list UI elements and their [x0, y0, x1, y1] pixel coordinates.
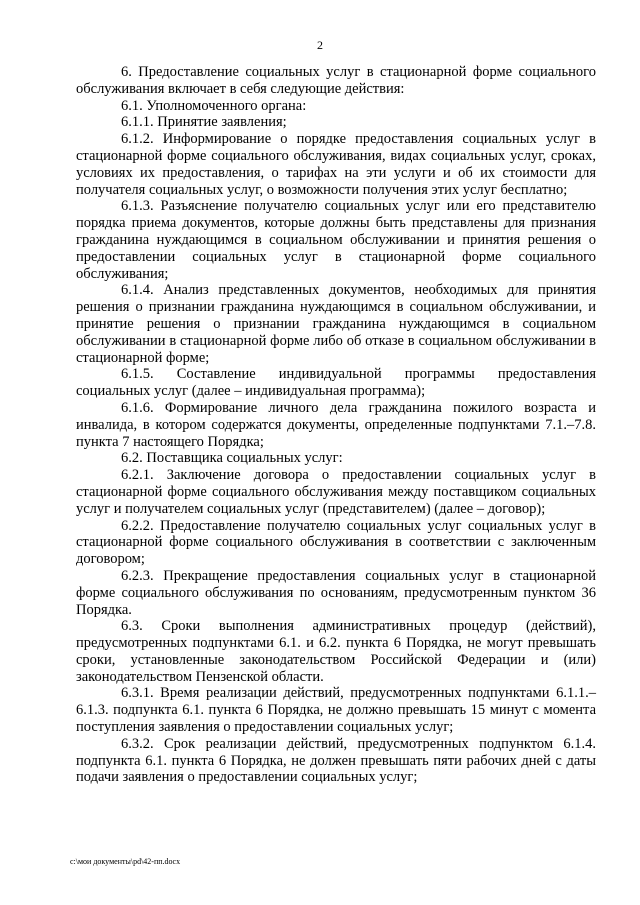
- paragraph-6-1-5: 6.1.5. Составление индивидуальной программы предоставления социальных услуг (далее – индивидуальная программа);: [76, 366, 596, 400]
- document-body: [76, 64, 596, 786]
- paragraph-6-3-1: 6.3.1. Время реализации действий, предусмотренных подпунктами 6.1.1.– 6.1.3. подпункта 6.1. пункта 6 Порядка, не должно превышать 15 минут с момента поступления заявления о предоставлении социальных услуг;: [76, 685, 596, 736]
- paragraph-6-1-4: 6.1.4. Анализ представленных документов, необходимых для принятия решения о признании гражданина нуждающимся в социальном обслуживании, и принятие решения о признании гражданина нуждающимся в социальном обслуживании в стационарной форме либо об отказе в социальном обслуживании в стационарной форме;: [76, 282, 596, 366]
- paragraph-6-3-2: 6.3.2. Срок реализации действий, предусмотренных подпунктом 6.1.4. подпункта 6.1. пункта 6 Порядка, не должен превышать пяти рабочих дней с даты подачи заявления о предоставлении социальных услуг;: [76, 735, 596, 786]
- footer-file-path: c:\мои документы\pd\42-пп.docx: [70, 857, 181, 866]
- paragraph-6-1: 6.1. Уполномоченного органа:: [121, 97, 307, 114]
- paragraph-6-1-2: 6.1.2. Информирование о порядке предоставления социальных услуг в стационарной форме социального обслуживания, видах социальных услуг, сроках, условиях их предоставления, о тарифах на эти услуги и об их стоимости для получателя социальных услуг, о возможности получения этих услуг бесплатно;: [76, 131, 596, 198]
- paragraph-6-2-2: 6.2.2. Предоставление получателю социальных услуг социальных услуг в стационарной форме социального обслуживания в соответствии с заключенным договором;: [76, 517, 596, 568]
- paragraph-6-3: 6.3. Сроки выполнения административных процедур (действий), предусмотренных подпунктами 6.1. и 6.2. пункта 6 Порядка, не могут превышать сроки, установленные законодательством Российской Федерации и (или) законодательством Пензенской области.: [76, 618, 596, 685]
- paragraph-6-2: 6.2. Поставщика социальных услуг:: [121, 450, 343, 467]
- paragraph-6-2-1: 6.2.1. Заключение договора о предоставлении социальных услуг в стационарной форме социального обслуживания между поставщиком социальных услуг и получателем социальных услуг (представителем) (далее – договор);: [76, 467, 596, 517]
- page-number: 2: [317, 38, 323, 52]
- paragraph-6-1-3: 6.1.3. Разъяснение получателю социальных услуг или его представителю порядка приема документов, которые должны быть представлены для признания гражданина нуждающимся в социальном обслуживании и принятия решения о предоставлении социальных услуг в стационарной форме социального обслуживания;: [76, 198, 596, 282]
- paragraph-6-1-1: 6.1.1. Принятие заявления;: [121, 114, 287, 131]
- paragraph-6: 6. Предоставление социальных услуг в стационарной форме социального обслуживания включает в себя следующие действия:: [76, 64, 596, 97]
- paragraph-6-2-3: 6.2.3. Прекращение предоставления социальных услуг в стационарной форме социального обслуживания по основаниям, предусмотренным пунктом 36 Порядка.: [76, 567, 596, 618]
- paragraph-6-1-6: 6.1.6. Формирование личного дела гражданина пожилого возраста и инвалида, в котором содержатся документы, определенные подпунктами 7.1.–7.8. пункта 7 настоящего Порядка;: [76, 399, 596, 450]
